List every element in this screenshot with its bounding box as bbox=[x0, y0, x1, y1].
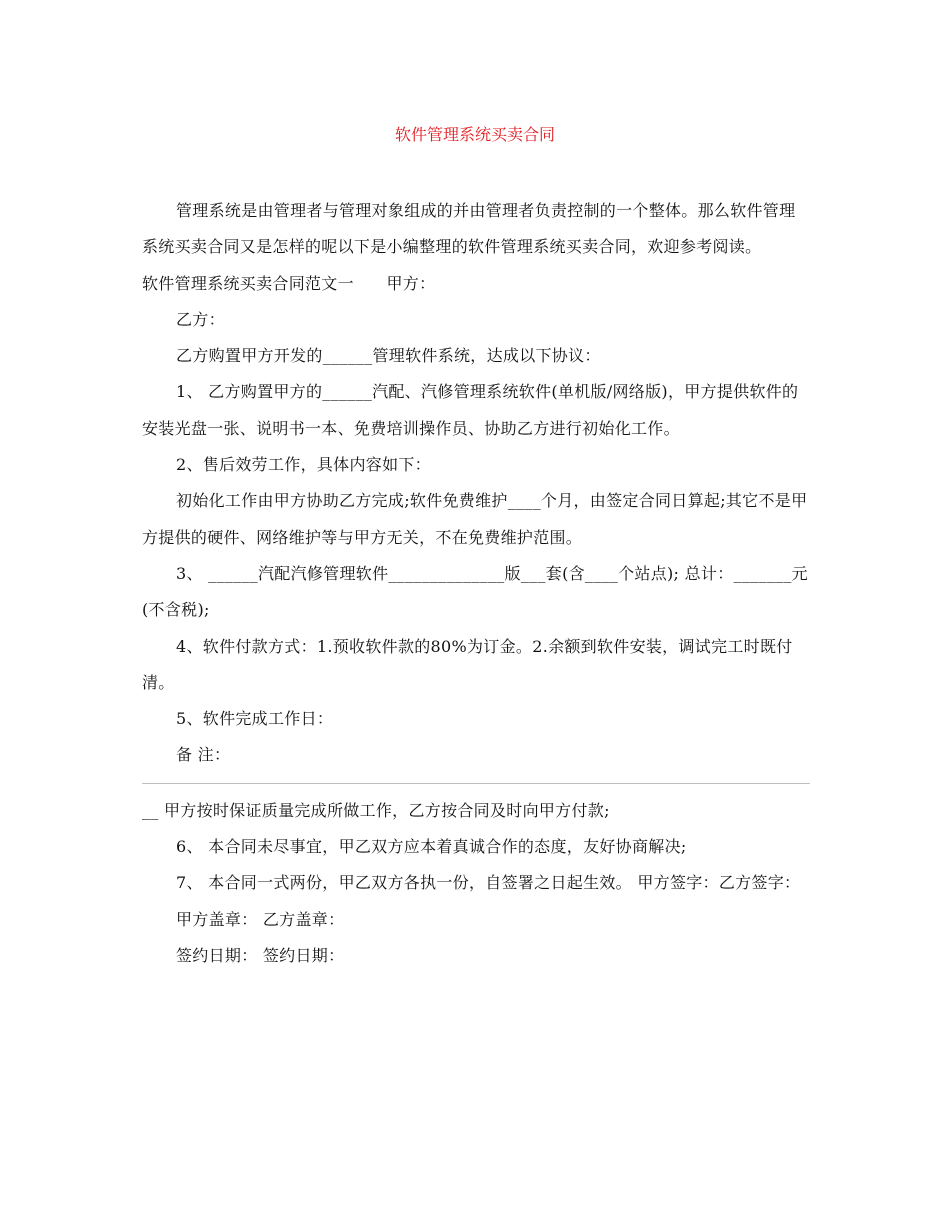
document-body bbox=[142, 193, 810, 974]
horizontal-rule bbox=[142, 783, 810, 784]
contract-body-upper bbox=[142, 193, 810, 774]
paragraph: 甲方盖章： 乙方盖章： bbox=[176, 909, 345, 929]
paragraph: 7、 本合同一式两份，甲乙双方各执一份，自签署之日起生效。 甲方签字：乙方签字： bbox=[176, 873, 801, 893]
paragraph: 乙方： bbox=[176, 309, 225, 329]
paragraph: 软件管理系统买卖合同范文一 甲方： bbox=[142, 273, 436, 293]
paragraph: 签约日期： 签约日期： bbox=[176, 945, 345, 965]
paragraph: 初始化工作由甲方协助乙方完成;软件免费维护____个月，由签定合同日算起;其它不是甲方提供的硬件、网络维护等与甲方无关，不在免费维护范围。 bbox=[142, 491, 808, 547]
paragraph: 1、 乙方购置甲方的______汽配、汽修管理系统软件(单机版/网络版)，甲方提供软件的安装光盘一张、说明书一本、免费培训操作员、协助乙方进行初始化工作。 bbox=[142, 382, 799, 438]
paragraph: 2、售后效劳工作，具体内容如下： bbox=[176, 455, 431, 475]
paragraph: 5、软件完成工作日： bbox=[176, 709, 334, 729]
paragraph: 4、软件付款方式：1.预收软件款的80%为订金。2.余额到软件安装，调试完工时既付清。 bbox=[142, 636, 793, 692]
paragraph: 6、 本合同未尽事宜，甲乙双方应本着真诚合作的态度，友好协商解决; bbox=[176, 837, 687, 857]
paragraph: 备 注： bbox=[176, 745, 231, 765]
contract-body-lower bbox=[142, 793, 810, 974]
paragraph: 3、 ______汽配汽修管理软件______________版___套(含____个站点); 总计：_______元(不含税); bbox=[142, 563, 808, 620]
paragraph: 管理系统是由管理者与管理对象组成的并由管理者负责控制的一个整体。那么软件管理系统买卖合同又是怎样的呢以下是小编整理的软件管理系统买卖合同，欢迎参考阅读。 bbox=[142, 201, 796, 257]
paragraph: 乙方购置甲方开发的______管理软件系统，达成以下协议： bbox=[176, 346, 601, 366]
document-title: 软件管理系统买卖合同 bbox=[394, 125, 555, 144]
paragraph: __ 甲方按时保证质量完成所做工作，乙方按合同及时向甲方付款; bbox=[142, 800, 610, 820]
